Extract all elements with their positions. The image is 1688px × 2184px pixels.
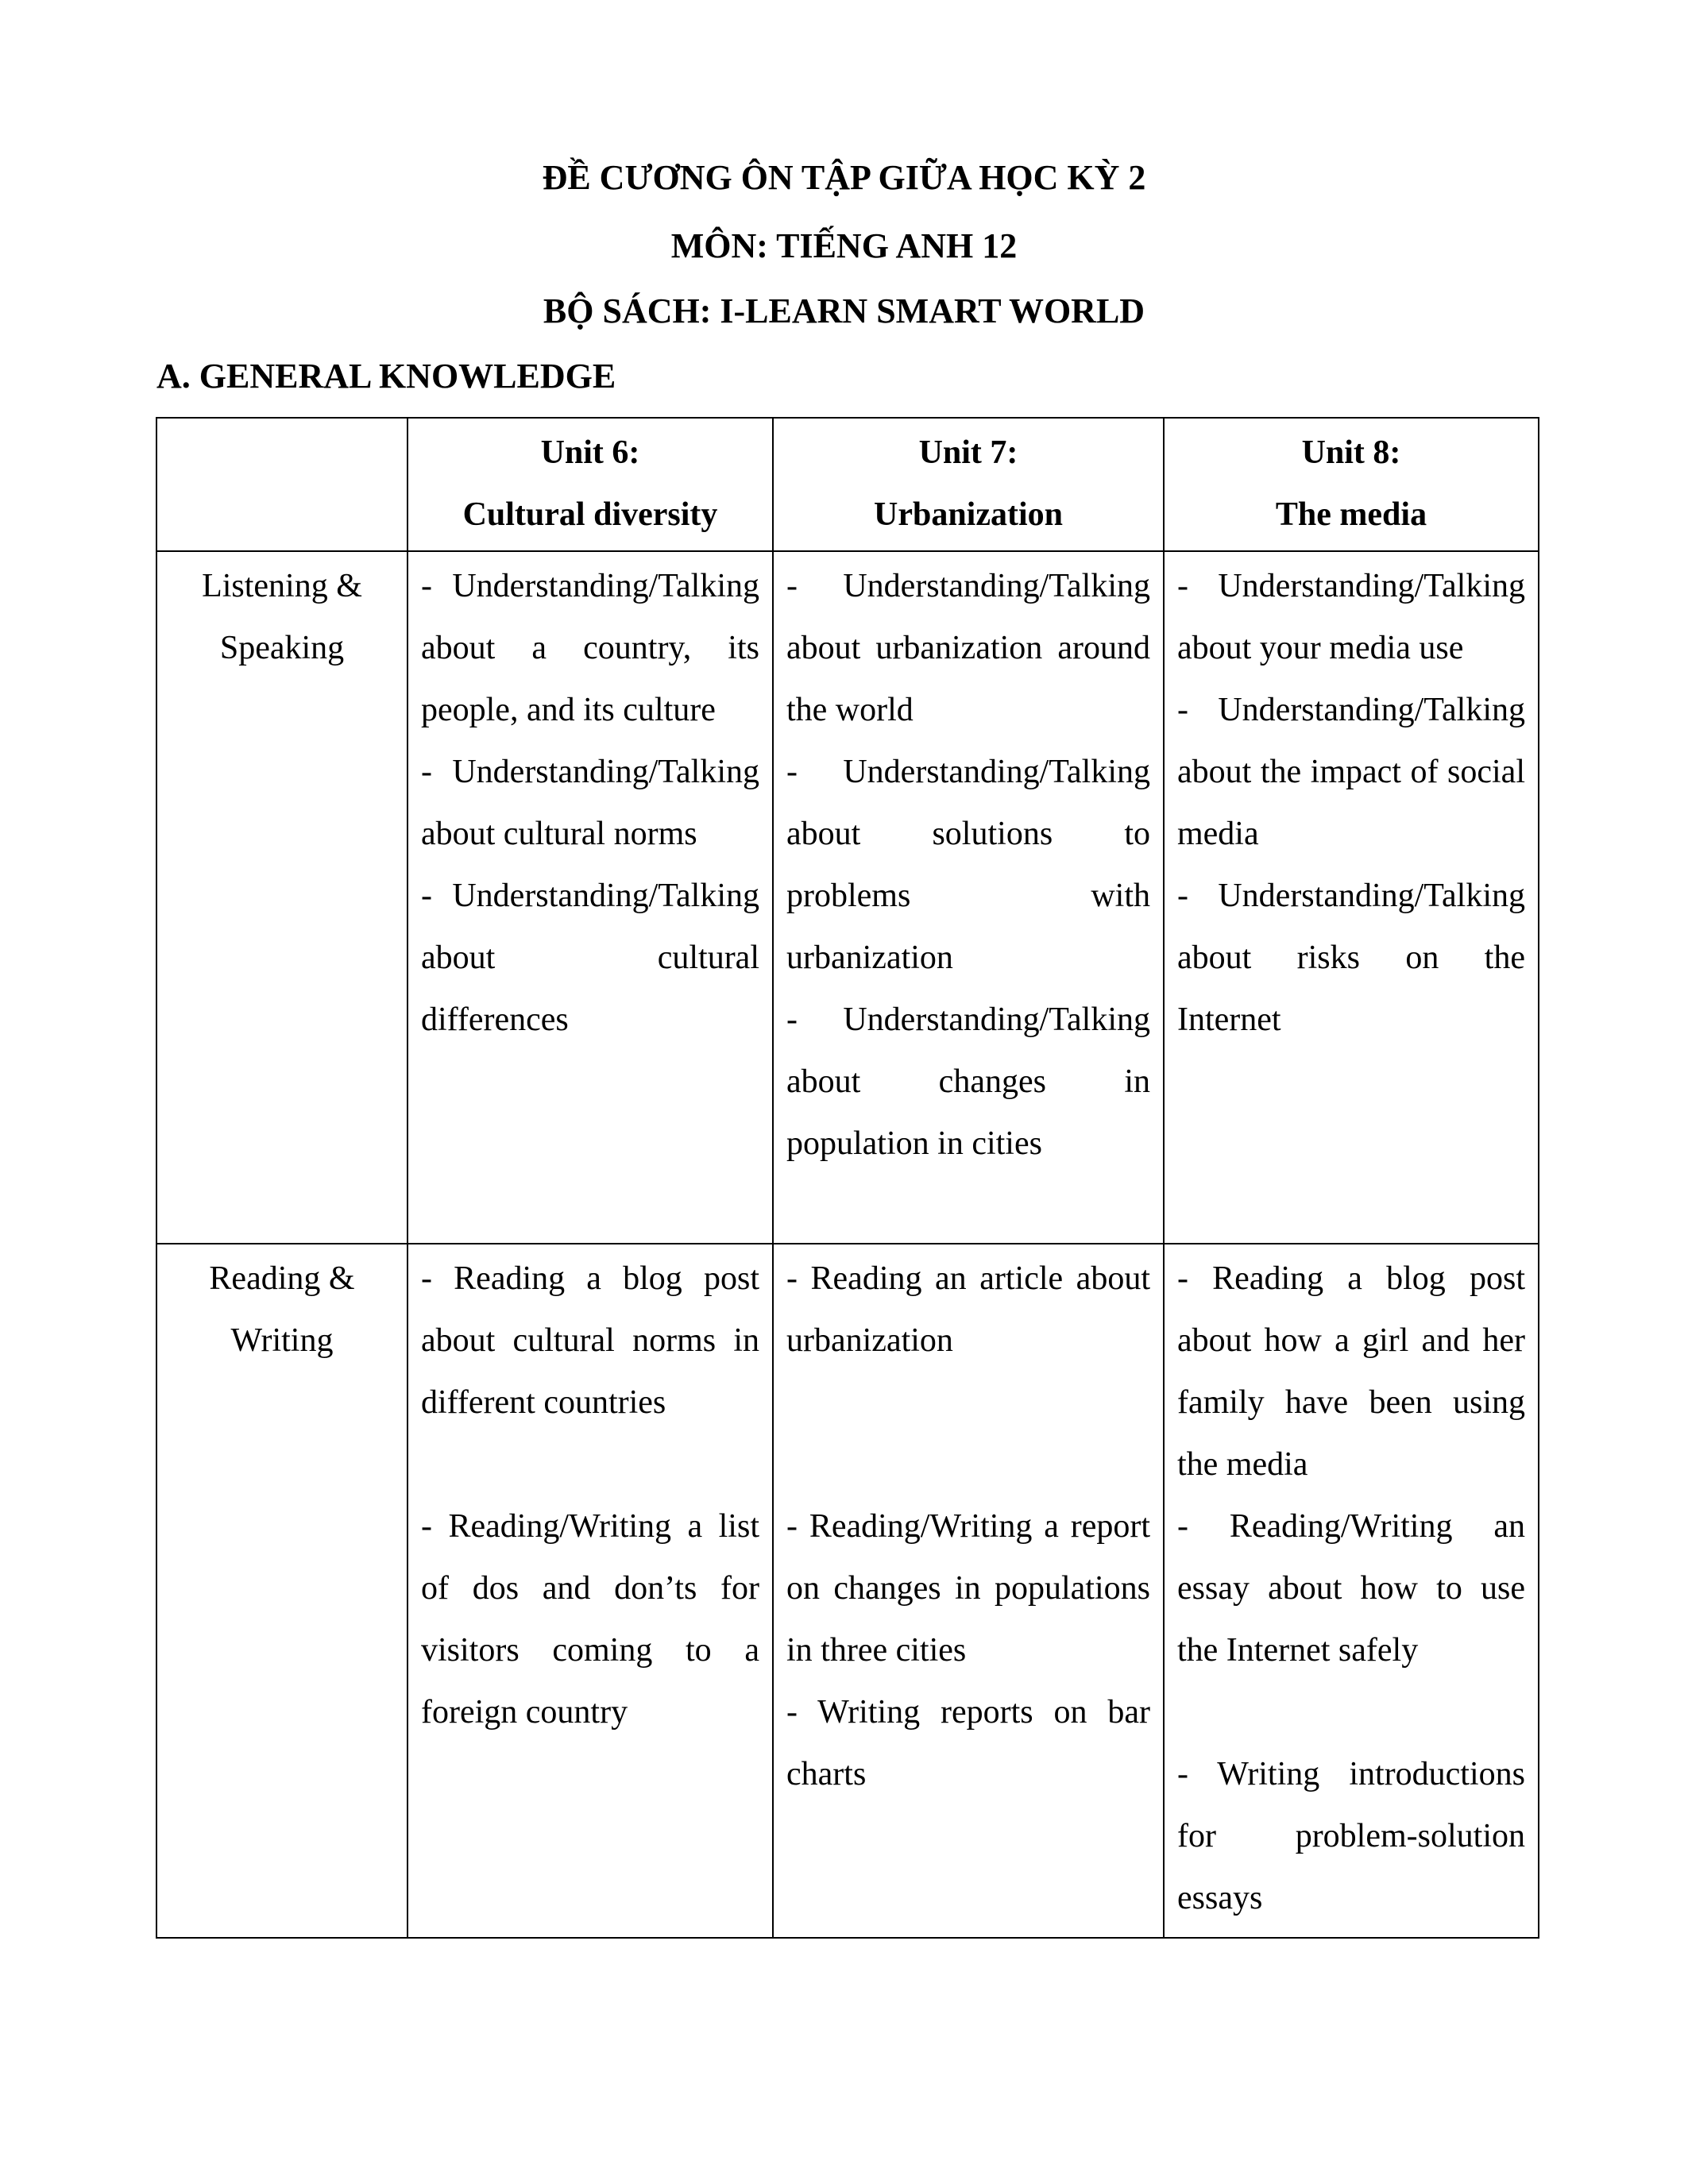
row-label-line: Listening & <box>202 568 362 604</box>
list-item: - Reading/Writing an essay about how to use the Internet safely <box>1177 1508 1525 1669</box>
column-header-unit-6 <box>408 418 773 551</box>
row-label-line: Speaking <box>219 630 345 666</box>
subject-line: MÔN: TIẾNG ANH 12 <box>670 226 1018 265</box>
unit-topic: The media <box>1275 496 1427 533</box>
list-item: - Reading a blog post about how a girl and her family have been using the media <box>1177 1260 1525 1483</box>
list-item: - Reading/Writing a list of dos and don’ts for visitors coming to a foreign country <box>421 1508 759 1731</box>
unit-number: Unit 8: <box>1301 434 1401 471</box>
document-title: ĐỀ CƯƠNG ÔN TẬP GIỮA HỌC KỲ 2 <box>542 158 1146 197</box>
list-item: - Understanding/Talking about changes in population in cities <box>786 1001 1150 1162</box>
table-row-listening-speaking <box>156 551 1539 1244</box>
list-item: - Understanding/Talking about the impact of social media <box>1177 692 1525 852</box>
list-item: - Writing reports on bar charts <box>786 1694 1150 1792</box>
table-cell-unit-7-listening <box>773 551 1164 1244</box>
row-label-listening-speaking <box>156 551 408 1244</box>
list-item: - Understanding/Talking about risks on the Internet <box>1177 878 1525 1038</box>
row-label-line: Reading & <box>209 1260 355 1297</box>
list-item: - Understanding/Talking about your media use <box>1177 568 1525 666</box>
unit-number: Unit 6: <box>540 434 640 471</box>
table-cell-unit-7-reading <box>773 1244 1164 1938</box>
list-item: - Understanding/Talking about cultural norms <box>421 754 759 852</box>
row-label-reading-writing <box>156 1244 408 1938</box>
list-item: - Understanding/Talking about a country, its people, and its culture <box>421 568 759 728</box>
knowledge-table <box>156 417 1539 1939</box>
unit-topic: Cultural diversity <box>462 496 718 533</box>
unit-number: Unit 7: <box>918 434 1018 471</box>
list-item: - Understanding/Talking about solutions to problems with urbanization <box>786 754 1150 976</box>
list-item: - Reading a blog post about cultural norms in different countries <box>421 1260 759 1421</box>
textbook-line: BỘ SÁCH: I-LEARN SMART WORLD <box>543 291 1145 330</box>
column-header-unit-8 <box>1164 418 1539 551</box>
corner-cell <box>156 418 408 551</box>
section-a-heading: A. GENERAL KNOWLEDGE <box>156 357 616 396</box>
list-item: - Understanding/Talking about urbanization around the world <box>786 568 1150 728</box>
column-header-unit-7 <box>773 418 1164 551</box>
list-item: - Writing introductions for problem-solution essays <box>1177 1756 1525 1916</box>
table-row-reading-writing <box>156 1244 1539 1938</box>
table-cell-unit-8-reading <box>1164 1244 1539 1938</box>
unit-topic: Urbanization <box>873 496 1063 533</box>
row-label-line: Writing <box>230 1322 334 1359</box>
list-item: - Reading an article about urbanization <box>786 1260 1150 1359</box>
list-item: - Understanding/Talking about cultural differences <box>421 878 759 1038</box>
table-cell-unit-8-listening <box>1164 551 1539 1244</box>
table-cell-unit-6-reading <box>408 1244 773 1938</box>
table-cell-unit-6-listening <box>408 551 773 1244</box>
list-item: - Reading/Writing a report on changes in populations in three cities <box>786 1508 1150 1669</box>
table-header-row <box>156 418 1539 551</box>
